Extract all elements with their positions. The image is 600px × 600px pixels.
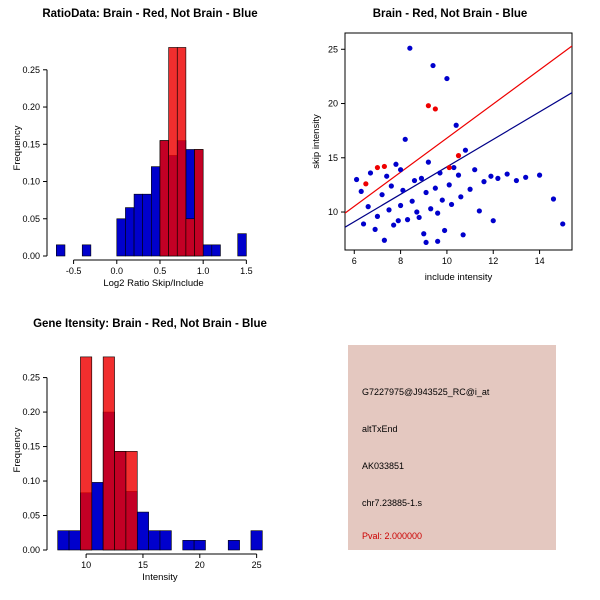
- svg-text:0.15: 0.15: [22, 441, 40, 452]
- svg-text:0.5: 0.5: [153, 266, 167, 276]
- scatter-plot: [300, 0, 600, 300]
- svg-text:0.00: 0.00: [22, 251, 40, 261]
- svg-text:10: 10: [441, 256, 452, 266]
- svg-text:include intensity: include intensity: [424, 272, 493, 283]
- info-event-type: altTxEnd: [362, 424, 398, 434]
- gene-info-box: [348, 345, 556, 550]
- info-pval: Pval: 2.000000: [362, 531, 423, 541]
- svg-text:15: 15: [137, 560, 148, 570]
- svg-text:0.20: 0.20: [22, 102, 40, 113]
- info-accession: AK033851: [362, 461, 405, 471]
- svg-text:12: 12: [488, 256, 499, 266]
- svg-text:25: 25: [251, 560, 262, 570]
- ratio-histogram-title: RatioData: Brain - Red, Not Brain - Blue: [42, 8, 258, 20]
- svg-text:Frequency: Frequency: [12, 125, 23, 171]
- intensity-histogram-title: Gene Itensity: Brain - Red, Not Brain - Blue: [33, 318, 267, 330]
- svg-text:0.25: 0.25: [22, 372, 40, 383]
- svg-text:15: 15: [327, 152, 338, 163]
- panel-ratio-histogram: [0, 0, 300, 300]
- svg-text:Log2 Ratio Skip/Include: Log2 Ratio Skip/Include: [103, 278, 204, 289]
- svg-text:0.0: 0.0: [110, 266, 124, 276]
- svg-text:20: 20: [327, 98, 338, 109]
- svg-text:14: 14: [534, 256, 545, 266]
- svg-text:10: 10: [327, 207, 338, 218]
- intensity-histogram-plot: [0, 300, 300, 600]
- scatter-title: Brain - Red, Not Brain - Blue: [372, 8, 528, 20]
- svg-text:0.20: 0.20: [22, 407, 40, 418]
- panel-intensity-histogram: [0, 300, 300, 600]
- svg-text:0.05: 0.05: [22, 213, 40, 224]
- svg-text:0.15: 0.15: [22, 139, 40, 150]
- svg-text:8: 8: [398, 256, 404, 266]
- info-locus: chr7.23885-1.s: [362, 498, 423, 508]
- svg-text:-0.5: -0.5: [65, 266, 82, 276]
- ratio-histogram-plot: [0, 0, 300, 300]
- svg-text:Frequency: Frequency: [12, 427, 23, 473]
- svg-text:0.05: 0.05: [22, 510, 40, 521]
- svg-text:1.5: 1.5: [240, 266, 253, 276]
- svg-text:0.10: 0.10: [22, 476, 40, 487]
- svg-text:6: 6: [351, 256, 357, 266]
- svg-text:10: 10: [81, 560, 92, 570]
- info-probeset-id: G7227975@J943525_RC@i_at: [362, 387, 490, 397]
- svg-text:skip intensity: skip intensity: [311, 114, 322, 169]
- svg-text:Intensity: Intensity: [142, 572, 178, 583]
- svg-text:0.00: 0.00: [22, 545, 40, 555]
- svg-text:0.10: 0.10: [22, 176, 40, 187]
- svg-text:1.0: 1.0: [196, 266, 210, 276]
- panel-scatter: [300, 0, 600, 300]
- svg-text:25: 25: [327, 44, 338, 55]
- svg-text:0.25: 0.25: [22, 64, 40, 75]
- svg-text:20: 20: [194, 560, 205, 570]
